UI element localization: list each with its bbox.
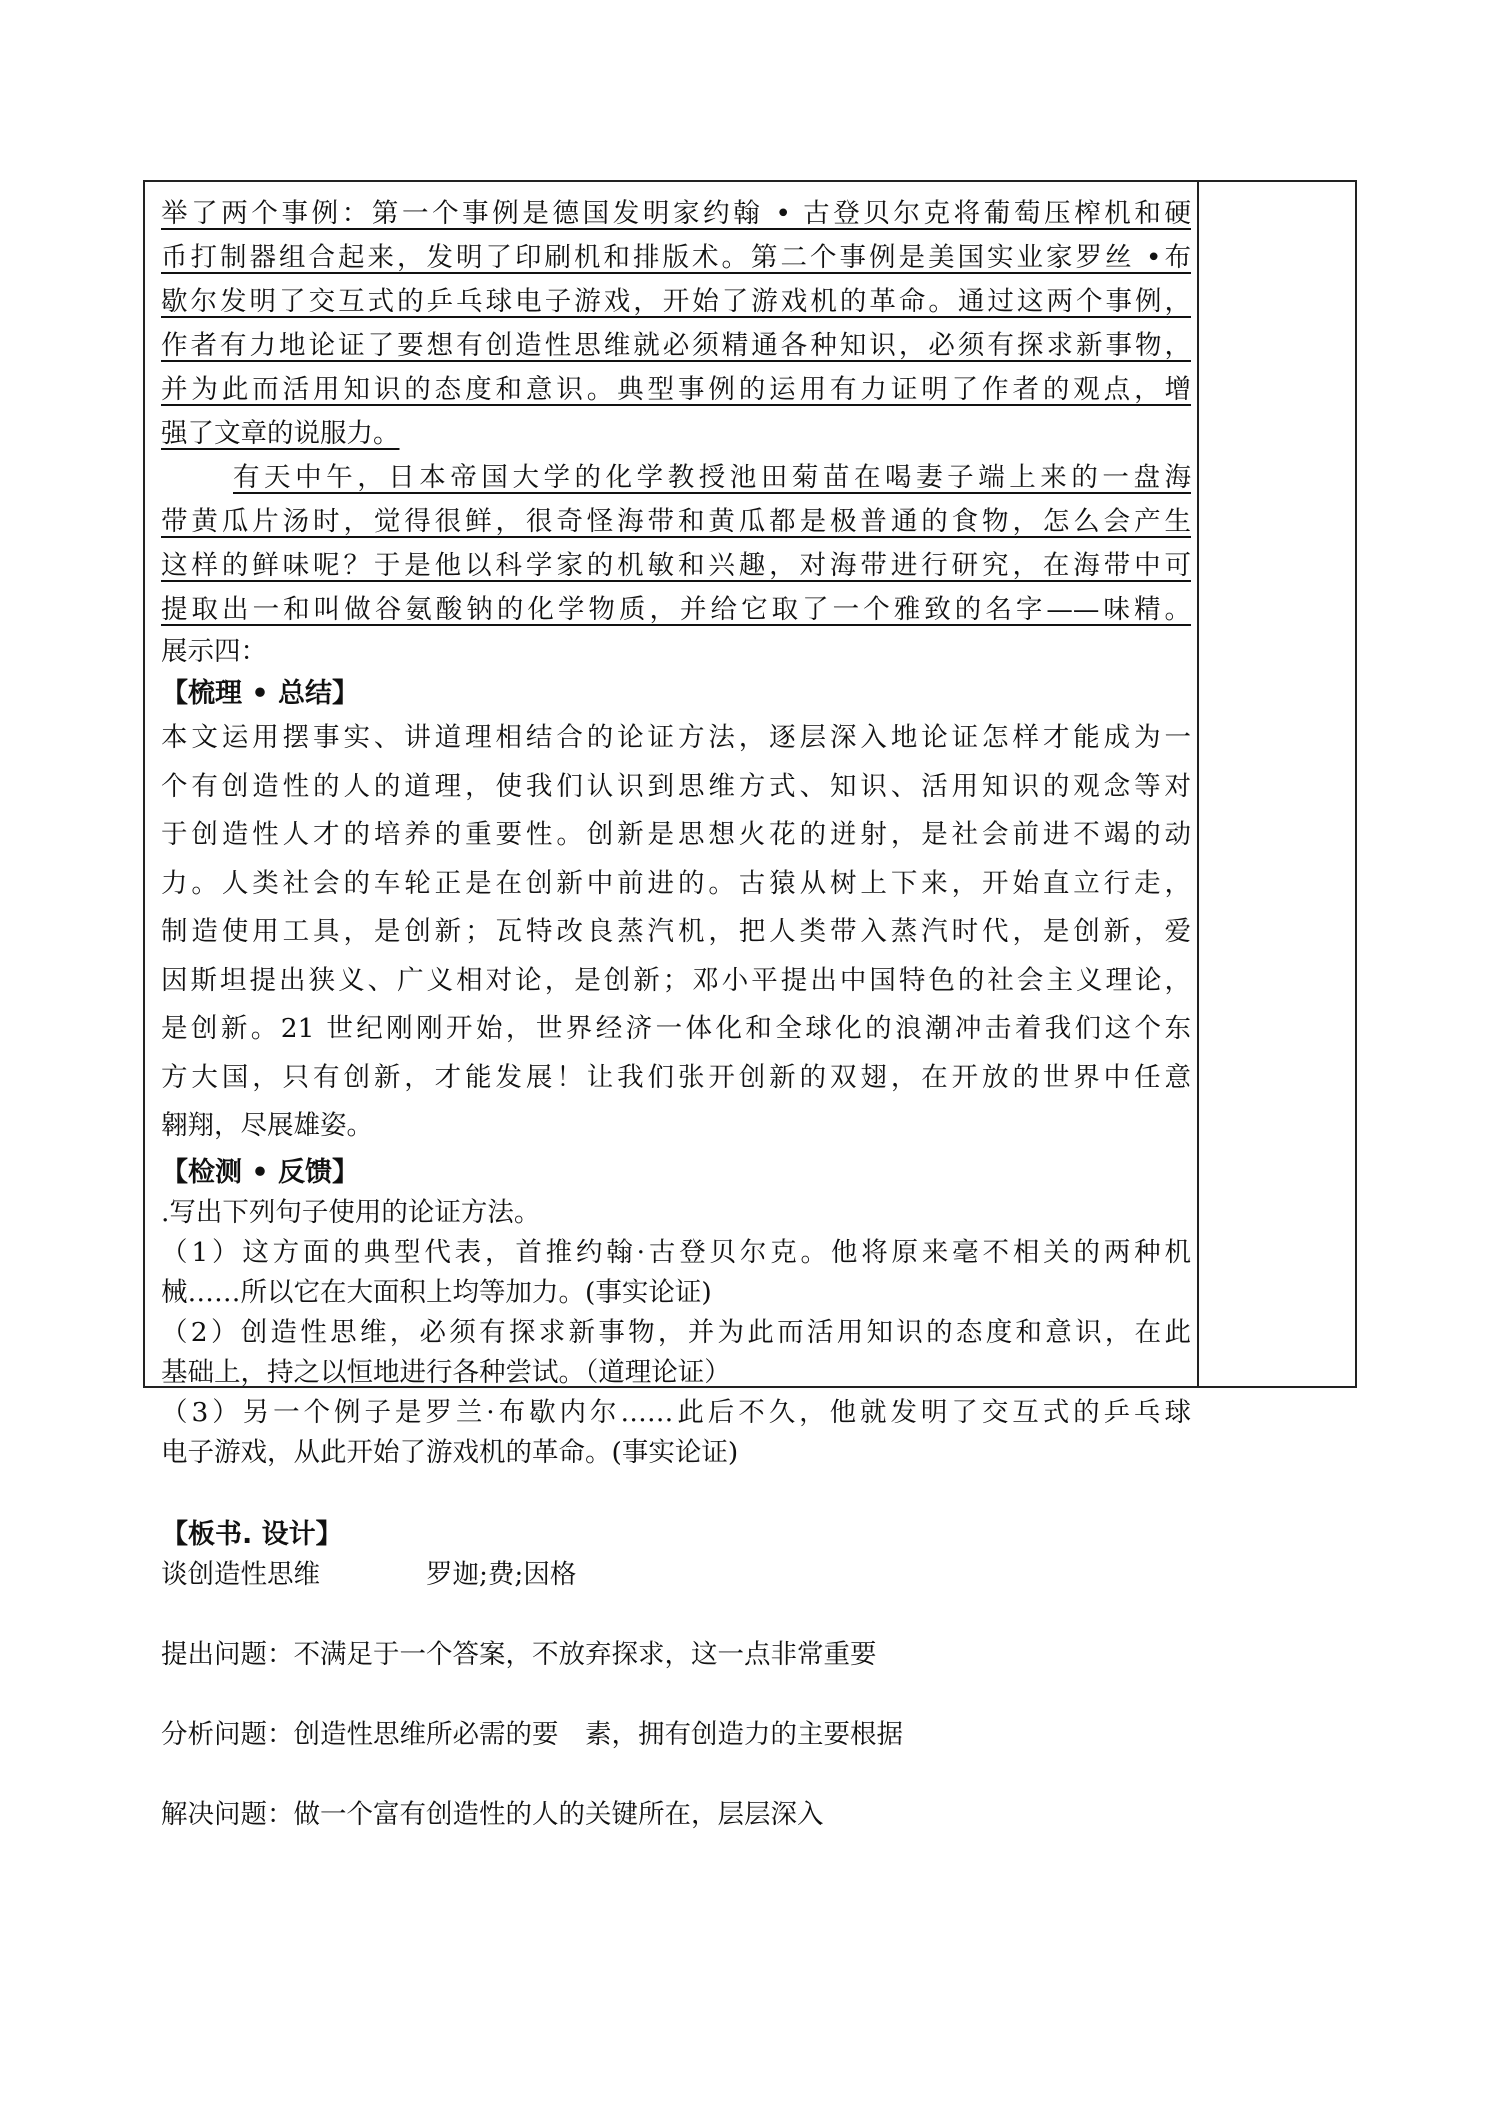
text-line: 这样的鲜味呢？于是他以科学家的机敏和兴趣，对海带进行研究，在海带中可 <box>161 550 1191 581</box>
summary-paragraph <box>161 714 1191 1151</box>
lesson-table <box>143 180 1357 1830</box>
text-line: 本文运用摆事实、讲道理相结合的论证方法，逐层深入地论证怎样才能成为一 <box>161 722 1191 753</box>
text-line: 基础上，持之以恒地进行各种尝试。（道理论证） <box>161 1356 731 1388</box>
board-item: 解决问题：做一个富有创造性的人的关键所在，层层深入 <box>161 1798 824 1830</box>
text-line: 歇尔发明了交互式的乒乓球电子游戏，开始了游戏机的革命。通过这两个事例， <box>161 286 1191 317</box>
text-line: .写出下列句子使用的论证方法。 <box>161 1196 541 1228</box>
board-item: 提出问题：不满足于一个答案，不放弃探求，这一点非常重要 <box>161 1638 877 1670</box>
spacer <box>161 1755 1191 1795</box>
text-line: 币打制器组合起来，发明了印刷机和排版术。第二个事例是美国实业家罗丝 •布 <box>161 242 1191 273</box>
text-line: （2）创造性思维，必须有探求新事物，并为此而活用知识的态度和意识，在此 <box>161 1316 1191 1348</box>
text-line: 力。人类社会的车轮正是在创新中前进的。古猿从树上下来，开始直立行走， <box>161 867 1191 899</box>
text-line: 强了文章的说服力。 <box>161 418 400 449</box>
text-line: 有天中午，日本帝国大学的化学教授池田菊苗在喝妻子端上来的一盘海 <box>233 462 1191 493</box>
feedback-heading: 【检测 • 反馈】 <box>161 1156 360 1188</box>
spacer <box>161 1473 1191 1513</box>
text-line: 因斯坦提出狭义、广义相对论，是创新；邓小平提出中国特色的社会主义理论， <box>161 964 1191 996</box>
text-line: （1）这方面的典型代表，首推约翰·古登贝尔克。他将原来毫不相关的两种机 <box>161 1236 1191 1268</box>
text-line: 举了两个事例：第一个事例是德国发明家约翰 • 古登贝尔克将葡萄压榨机和硬 <box>161 198 1191 229</box>
msg-paragraph <box>161 456 1191 632</box>
show-four-label: 展示四： <box>161 636 267 667</box>
text-line: 械……所以它在大面积上均等加力。(事实论证) <box>161 1276 712 1308</box>
text-line: 电子游戏，从此开始了游戏机的革命。(事实论证) <box>161 1436 739 1468</box>
text-line: 制造使用工具，是创新；瓦特改良蒸汽机，把人类带入蒸汽时代，是创新，爱 <box>161 916 1191 947</box>
board-item: 分析问题：创造性思维所必需的要 素，拥有创造力的主要根据 <box>161 1718 903 1750</box>
text-line: 并为此而活用知识的态度和意识。典型事例的运用有力证明了作者的观点，增 <box>161 374 1191 405</box>
text-line: 个有创造性的人的道理，使我们认识到思维方式、知识、活用知识的观念等对 <box>161 770 1191 802</box>
column-divider <box>1197 182 1199 1386</box>
board-heading: 【板书. 设计】 <box>161 1518 343 1550</box>
summary-heading: 【梳理 • 总结】 <box>161 678 360 709</box>
text-line: 方大国，只有创新，才能发展！让我们张开创新的双翅，在开放的世界中任意 <box>161 1061 1191 1093</box>
text-line: 带黄瓜片汤时，觉得很鲜，很奇怪海带和黄瓜都是极普通的食物，怎么会产生 <box>161 506 1191 537</box>
text-line: 作者有力地论证了要想有创造性思维就必须精通各种知识，必须有探求新事物， <box>161 330 1191 361</box>
spacer <box>161 1595 1191 1635</box>
text-line: 提取出一和叫做谷氨酸钠的化学物质，并给它取了一个雅致的名字——味精。 <box>161 594 1191 625</box>
examples-paragraph <box>161 192 1191 456</box>
text-line: 翱翔，尽展雄姿。 <box>161 1110 373 1141</box>
board-title-row <box>161 1555 1191 1595</box>
board-title: 谈创造性思维 <box>161 1558 320 1590</box>
text-line: 是创新。21 世纪刚刚开始，世界经济一体化和全球化的浪潮冲击着我们这个东 <box>161 1013 1191 1044</box>
lesson-content-cell <box>161 192 1191 1835</box>
feedback-list <box>161 1193 1191 1473</box>
spacer <box>161 1675 1191 1715</box>
board-authors: 罗迦;费;因格 <box>426 1558 577 1590</box>
text-line: （3）另一个例子是罗兰·布歇内尔……此后不久，他就发明了交互式的乒乓球 <box>161 1396 1191 1428</box>
text-line: 于创造性人才的培养的重要性。创新是思想火花的迸射，是社会前进不竭的动 <box>161 819 1191 850</box>
